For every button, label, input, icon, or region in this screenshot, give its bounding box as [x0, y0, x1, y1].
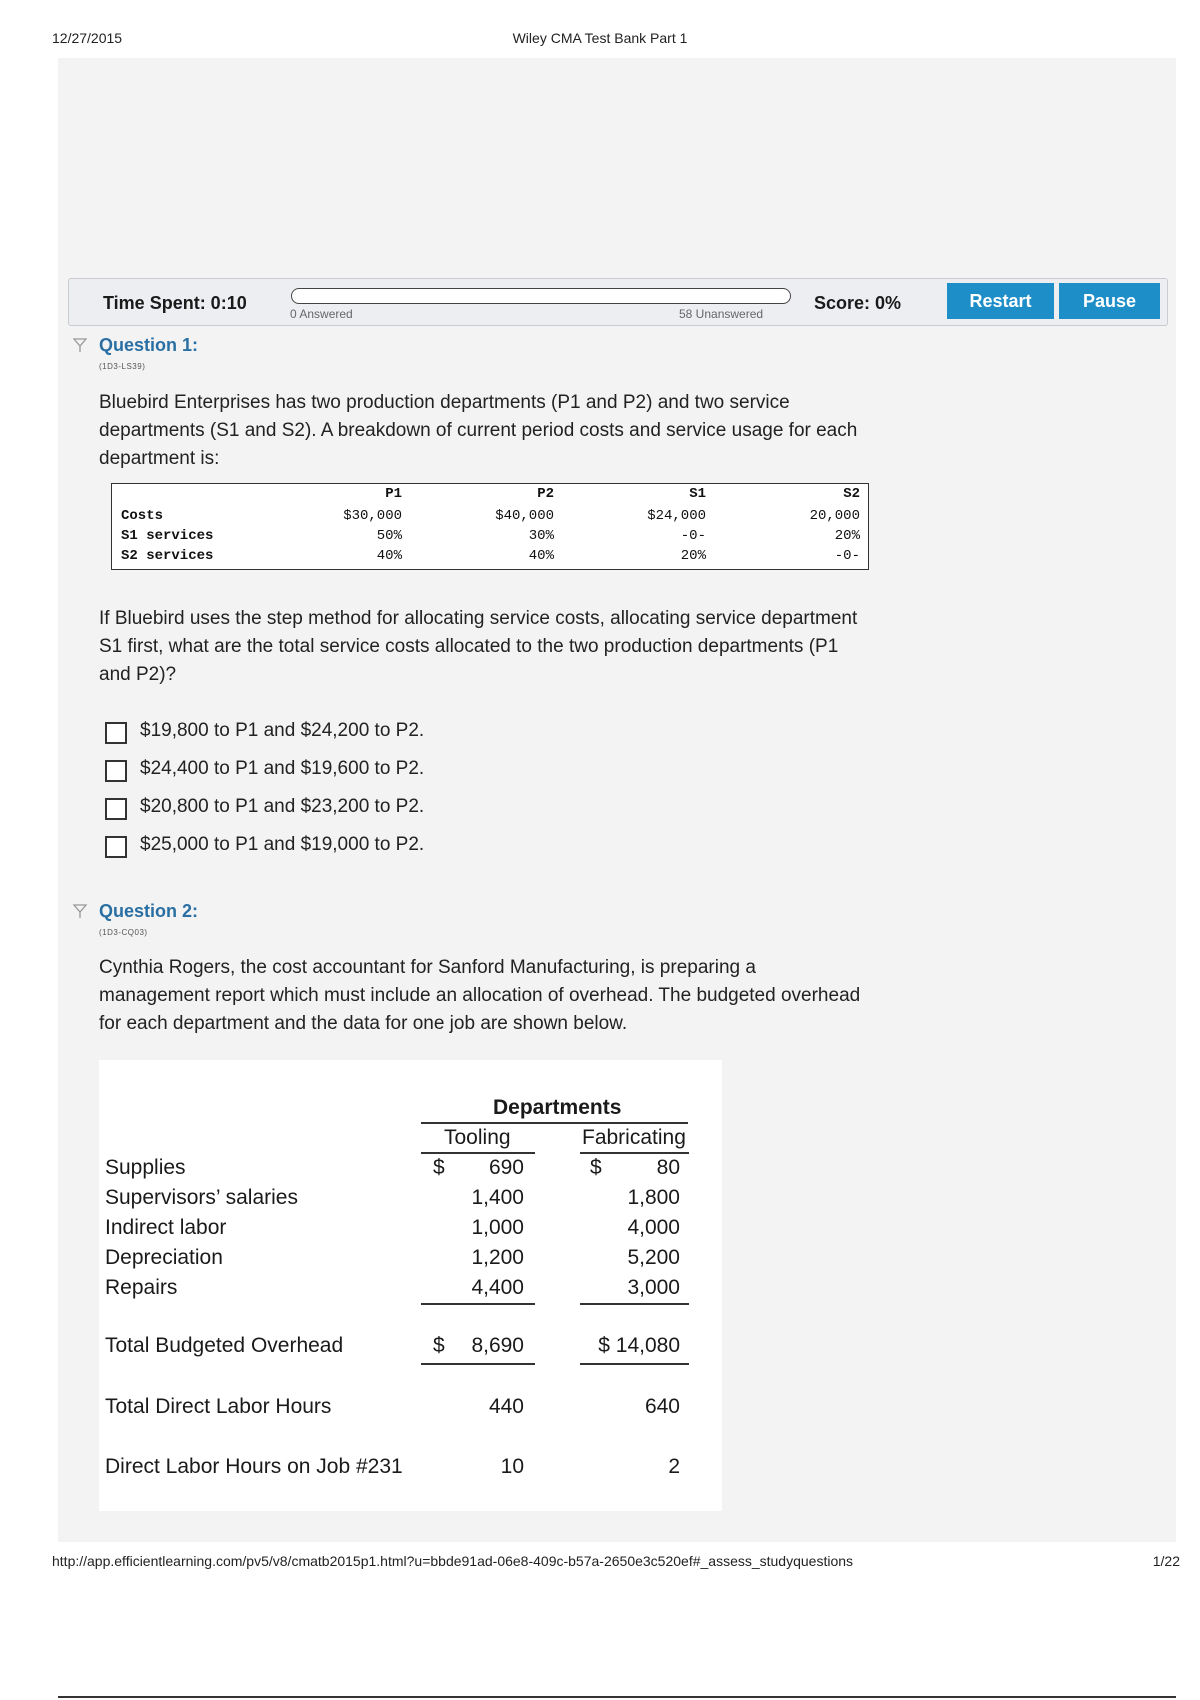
- group-header: Departments: [493, 1096, 622, 1119]
- cost-table: [111, 483, 869, 570]
- job-hours-fabricating: 2: [668, 1455, 680, 1478]
- question-2-title: Question 2:: [99, 901, 199, 921]
- divider: [580, 1303, 689, 1305]
- divider: [421, 1303, 535, 1305]
- row-label: S2 services: [121, 548, 214, 564]
- question-1-text: Bluebird Enterprises has two production departments (P1 and P2) and two service departments (S1 and S2). A breakdown of current period costs and service usage for each department is:: [99, 392, 858, 469]
- overhead-table: [99, 1060, 722, 1511]
- flag-icon[interactable]: [72, 903, 88, 919]
- row-label: Indirect labor: [105, 1216, 227, 1239]
- table-cell: 20%: [834, 528, 860, 544]
- row-label: Depreciation: [105, 1246, 223, 1269]
- fabricating-value: 3,000: [627, 1276, 680, 1299]
- table-row: [112, 508, 868, 528]
- header-cell: S2: [843, 486, 860, 502]
- unanswered-count: 58 Unanswered: [679, 307, 764, 321]
- fabricating-value: 4,000: [627, 1216, 680, 1239]
- score: Score: 0%: [814, 293, 902, 313]
- restart-button[interactable]: Restart: [947, 283, 1054, 319]
- divider: [580, 1363, 689, 1365]
- table-cell: -0-: [834, 548, 860, 564]
- table-row: [112, 528, 868, 548]
- tooling-value: 1,000: [471, 1216, 524, 1239]
- header-cell: S1: [689, 486, 706, 502]
- answer-choice-4[interactable]: [105, 833, 605, 861]
- flag-icon[interactable]: [72, 337, 88, 353]
- header-cell: P1: [385, 486, 402, 502]
- job-hours-label: Direct Labor Hours on Job #231: [105, 1455, 403, 1478]
- progress-bar: [291, 288, 791, 304]
- answer-choice-1[interactable]: [105, 719, 605, 747]
- print-title: Wiley CMA Test Bank Part 1: [512, 30, 688, 46]
- page-number: 1/22: [1152, 1553, 1180, 1569]
- header-cell: P2: [537, 486, 554, 502]
- print-date: 12/27/2015: [52, 30, 123, 46]
- table-cell: $40,000: [495, 508, 554, 524]
- table-cell: 20%: [680, 548, 706, 564]
- tooling-value: 1,400: [471, 1186, 524, 1209]
- table-cell: 20,000: [809, 508, 860, 524]
- checkbox-icon[interactable]: [105, 836, 127, 858]
- tooling-value: 4,400: [471, 1276, 524, 1299]
- time-spent: Time Spent: 0:10: [103, 293, 247, 313]
- choice-label: $20,800 to P1 and $23,200 to P2.: [140, 796, 425, 817]
- print-header: [52, 30, 1148, 50]
- table-cell: 50%: [376, 528, 402, 544]
- question-2-text: Cynthia Rogers, the cost accountant for Sanford Manufacturing, is preparing a management report which must include an allocation of overhead. The budgeted overhead for each department and the data for one job are shown below.: [99, 957, 861, 1034]
- answered-count: 0 Answered: [290, 307, 353, 321]
- answer-choice-3[interactable]: [105, 795, 605, 823]
- question-1-code: (1D3-LS39): [99, 362, 146, 371]
- checkbox-icon[interactable]: [105, 722, 127, 744]
- total-label: Total Budgeted Overhead: [105, 1334, 344, 1357]
- table-cell: -0-: [680, 528, 706, 544]
- checkbox-icon[interactable]: [105, 760, 127, 782]
- currency-symbol: $: [433, 1334, 445, 1357]
- table-cell: 40%: [376, 548, 402, 564]
- pause-button[interactable]: Pause: [1059, 283, 1160, 319]
- row-label: S1 services: [121, 528, 214, 544]
- quiz-toolbar: [68, 278, 1168, 326]
- table-header-row: [112, 486, 868, 506]
- column-header-tooling: Tooling: [444, 1126, 511, 1149]
- hours-fabricating: 640: [644, 1395, 680, 1418]
- divider: [421, 1152, 535, 1154]
- fabricating-value: 1,800: [627, 1186, 680, 1209]
- table-cell: $30,000: [343, 508, 402, 524]
- row-label: Repairs: [105, 1276, 178, 1299]
- currency-symbol: $: [433, 1156, 445, 1179]
- choice-label: $19,800 to P1 and $24,200 to P2.: [140, 720, 425, 741]
- table-row: [112, 548, 868, 568]
- fabricating-value: 80: [656, 1156, 680, 1179]
- bottom-rule: [58, 1696, 1176, 1698]
- question-1-prompt: If Bluebird uses the step method for allocating service costs, allocating service department S1 first, what are the total service costs allocated to the two production departments (P1 and P2)?: [99, 608, 858, 685]
- total-tooling: 8,690: [471, 1334, 524, 1357]
- question-2-code: (1D3-CQ03): [99, 928, 148, 937]
- divider: [421, 1122, 688, 1124]
- checkbox-icon[interactable]: [105, 798, 127, 820]
- divider: [580, 1152, 689, 1154]
- divider: [421, 1363, 535, 1365]
- table-cell: 40%: [528, 548, 554, 564]
- fabricating-value: 5,200: [627, 1246, 680, 1269]
- job-hours-tooling: 10: [500, 1455, 524, 1478]
- row-label: Supplies: [105, 1156, 186, 1179]
- tooling-value: 690: [488, 1156, 524, 1179]
- table-cell: $24,000: [647, 508, 706, 524]
- currency-symbol: $: [590, 1156, 602, 1179]
- print-url: http://app.efficientlearning.com/pv5/v8/cmatb2015p1.html?u=bbde91ad-06e8-409c-b57a-2650e3c520ef#_assess_studyquestions: [52, 1553, 854, 1569]
- choice-label: $25,000 to P1 and $19,000 to P2.: [140, 834, 425, 855]
- table-cell: 30%: [528, 528, 554, 544]
- hours-label: Total Direct Labor Hours: [105, 1395, 332, 1418]
- row-label: Supervisors’ salaries: [105, 1186, 298, 1209]
- hours-tooling: 440: [488, 1395, 524, 1418]
- choice-label: $24,400 to P1 and $19,600 to P2.: [140, 758, 425, 779]
- total-fabricating: $ 14,080: [598, 1334, 680, 1357]
- tooling-value: 1,200: [471, 1246, 524, 1269]
- row-label: Costs: [121, 508, 164, 524]
- question-1-title: Question 1:: [99, 335, 199, 355]
- column-header-fabricating: Fabricating: [582, 1126, 686, 1149]
- answer-choice-2[interactable]: [105, 757, 605, 785]
